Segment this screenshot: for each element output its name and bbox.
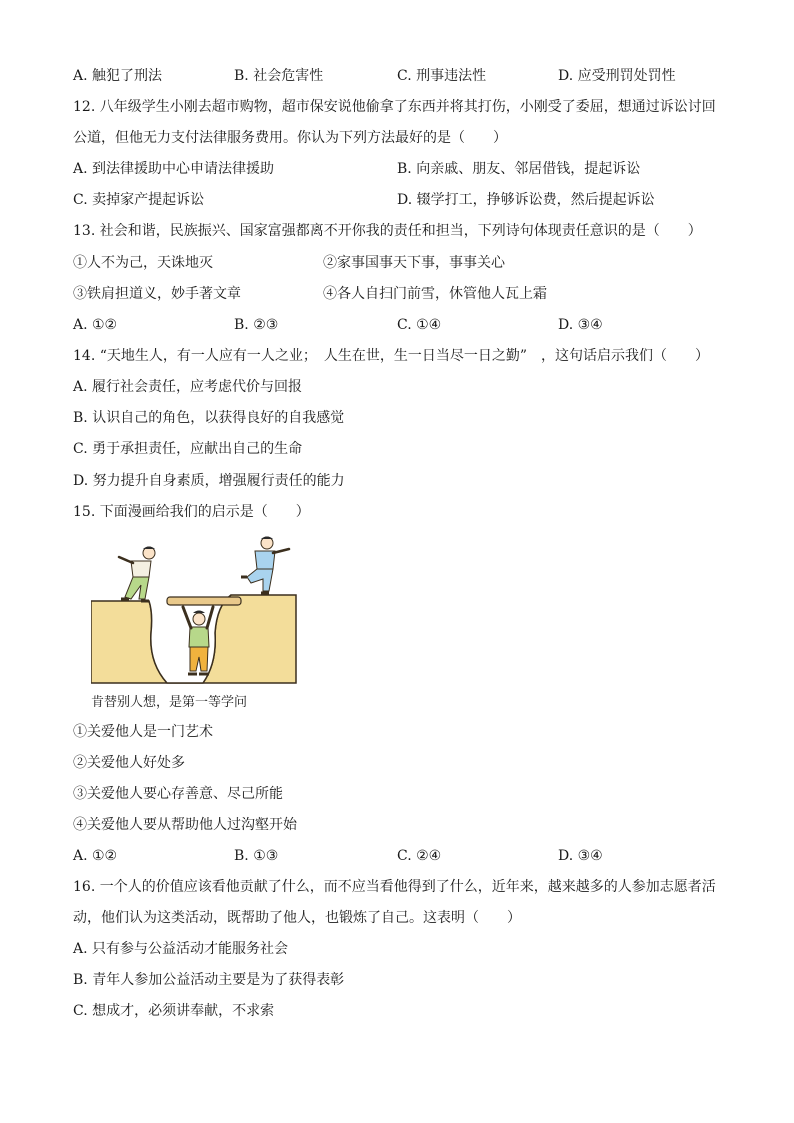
q13-statement-2: ②家事国事天下事，事事关心 — [323, 255, 505, 271]
q16-option-a[interactable]: A. 只有参与公益活动才能服务社会 — [73, 941, 289, 957]
q13-statement-3: ③铁肩担道义，妙手著文章 — [73, 286, 241, 302]
q15-option-d[interactable]: D. ③④ — [558, 848, 603, 864]
q11-option-b[interactable]: B. 社会危害性 — [234, 68, 324, 84]
q14-stem: 14. “天地生人，有一人应有一人之业； 人生在世，生一日当尽一日之勤” ，这句话启示我们（ ） — [73, 348, 710, 364]
q13-option-b[interactable]: B. ②③ — [234, 317, 279, 333]
q15-cartoon — [91, 533, 303, 713]
cartoon-jumping-person — [241, 537, 289, 594]
q15-statement-4: ④关爱他人要从帮助他人过沟壑开始 — [73, 817, 297, 833]
q16-option-b[interactable]: B. 青年人参加公益活动主要是为了获得表彰 — [73, 972, 345, 988]
q15-stem: 15. 下面漫画给我们的启示是（ ） — [73, 504, 310, 520]
q14-option-d[interactable]: D. 努力提升自身素质，增强履行责任的能力 — [73, 473, 345, 489]
q12-option-a[interactable]: A. 到法律援助中心申请法律援助 — [73, 161, 275, 177]
q13-option-d[interactable]: D. ③④ — [558, 317, 603, 333]
q12-option-c[interactable]: C. 卖掉家产提起诉讼 — [73, 192, 205, 208]
q15-statement-1: ①关爱他人是一门艺术 — [73, 724, 213, 740]
q14-option-a[interactable]: A. 履行社会责任，应考虑代价与回报 — [73, 379, 303, 395]
cartoon-illustration — [91, 533, 303, 713]
q11-option-c[interactable]: C. 刑事违法性 — [397, 68, 487, 84]
q15-option-c[interactable]: C. ②④ — [397, 848, 442, 864]
q16-option-c[interactable]: C. 想成才，必须讲奉献，不求索 — [73, 1003, 275, 1019]
q11-option-d[interactable]: D. 应受刑罚处罚性 — [558, 68, 676, 84]
q13-stem: 13. 社会和谐，民族振兴、国家富强都离不开你我的责任和担当，下列诗句体现责任意识的是（ ） — [73, 223, 702, 239]
cartoon-caption: 肯替别人想，是第一等学问 — [91, 695, 248, 710]
q13-option-c[interactable]: C. ①④ — [397, 317, 442, 333]
cartoon-walking-person — [119, 547, 155, 602]
q15-statement-2: ②关爱他人好处多 — [73, 755, 185, 771]
q13-statement-1: ①人不为己，天诛地灭 — [73, 255, 213, 271]
q14-option-c[interactable]: C. 勇于承担责任，应献出自己的生命 — [73, 441, 303, 457]
q16-stem-line1: 16. 一个人的价值应该看他贡献了什么，而不应当看他得到了什么，近年来，越来越多的人参加志愿者活 — [73, 879, 716, 895]
q14-option-b[interactable]: B. 认识自己的角色，以获得良好的自我感觉 — [73, 410, 345, 426]
q15-option-b[interactable]: B. ①③ — [234, 848, 279, 864]
q12-option-b[interactable]: B. 向亲戚、朋友、邻居借钱，提起诉讼 — [397, 161, 641, 177]
q15-option-a[interactable]: A. ①② — [73, 848, 118, 864]
q12-option-d[interactable]: D. 辍学打工，挣够诉讼费，然后提起诉讼 — [397, 192, 655, 208]
q16-stem-line2: 动，他们认为这类活动，既帮助了他人，也锻炼了自己。这表明（ ） — [73, 910, 521, 926]
q11-option-a[interactable]: A. 触犯了刑法 — [73, 68, 163, 84]
q12-stem-line1: 12. 八年级学生小刚去超市购物，超市保安说他偷拿了东西并将其打伤，小刚受了委屈，想通过诉讼讨回 — [73, 99, 716, 115]
q13-statement-4: ④各人自扫门前雪，休管他人瓦上霜 — [323, 286, 547, 302]
q15-statement-3: ③关爱他人要心存善意、尽己所能 — [73, 786, 283, 802]
cartoon-plank — [167, 597, 241, 605]
q13-option-a[interactable]: A. ①② — [73, 317, 118, 333]
q12-stem-line2: 公道，但他无力支付法律服务费用。你认为下列方法最好的是（ ） — [73, 130, 507, 146]
